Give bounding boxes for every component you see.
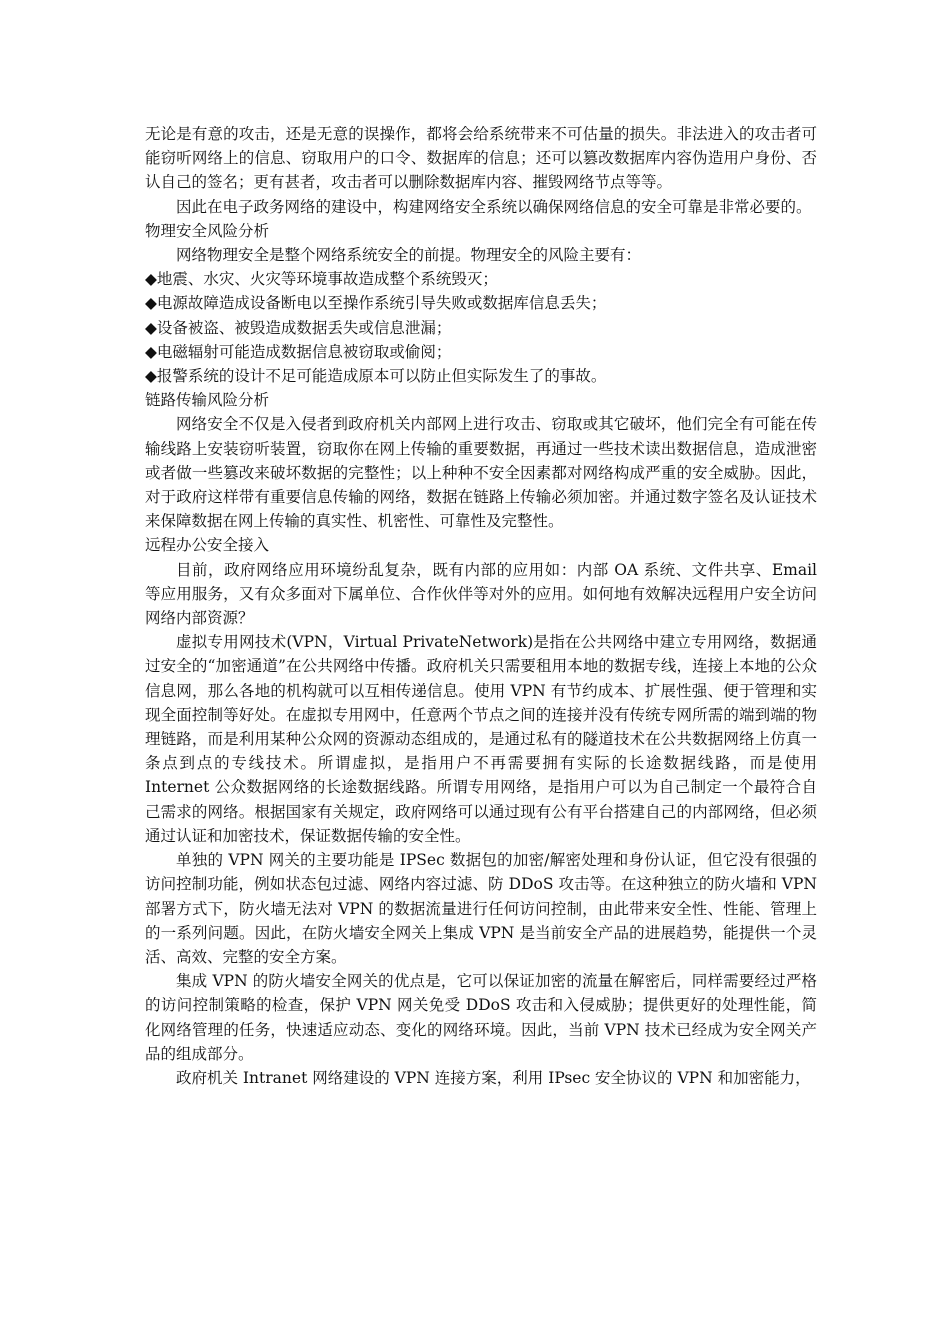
section-heading-remote-access: 远程办公安全接入 xyxy=(145,536,270,555)
paragraph-link-transmission: 网络安全不仅是入侵者到政府机关内部网上进行攻击、窃取或其它破坏，他们完全有可能在传输线路上安装窃听装置，窃取你在网上传输的重要数据，再通过一些技术读出数据信息，造成泄密或者做一些篡改来破坏数据的完整性；以上种种不安全因素都对网络构成严重的安全威胁。因此，对于政府这样带有重要信息传输的网络，数据在链路上传输必须加密。并通过数字签名及认证技术来保障数据在网上传输的真实性、机密性、可靠性及完整性。 xyxy=(145,415,817,531)
bullet-item-disaster: ◆地震、水灾、火灾等环境事故造成整个系统毁灭； xyxy=(145,270,498,289)
paragraph-vpn-definition: 虚拟专用网技术(VPN，Virtual PrivateNetwork)是指在公共网络中建立专用网络，数据通过安全的“加密通道”在公共网络中传播。政府机关只需要租用本地的数据专线，连接上本地的公众信息网，那么各地的机构就可以互相传递信息。使用 VPN 有节约成本、扩展性强、便于管理和实现全面控制等好处。在虚拟专用网中，任意两个节点之间的连接并没有传统专网所需的端到端的物理链路，而是利用某种公众网的资源动态组成的，是通过私有的隧道技术在公共数据网络上仿真一条点到点的专线技术。所谓虚拟，是指用户不再需要拥有实际的长途数据线路，而是使用 Internet 公众数据网络的长途数据线路。所谓专用网络，是指用户可以为自己制定一个最符合自己需求的网络。根据国家有关规定，政府网络可以通过现有公有平台搭建自己的内部网络，但必须通过认证和加密技术，保证数据传输的安全性。 xyxy=(145,633,817,845)
paragraph-physical-intro: 网络物理安全是整个网络系统安全的前提。物理安全的风险主要有： xyxy=(176,246,642,265)
section-heading-link-risk: 链路传输风险分析 xyxy=(145,391,270,410)
bullet-item-radiation: ◆电磁辐射可能造成数据信息被窃取或偷阅； xyxy=(145,342,452,361)
bullet-item-theft: ◆设备被盗、被毁造成数据丢失或信息泄漏； xyxy=(145,318,452,337)
paragraph-intranet-vpn: 政府机关 Intranet 网络建设的 VPN 连接方案，利用 IPsec 安全协议的 VPN 和加密能力， xyxy=(176,1068,811,1087)
bullet-item-power-failure: ◆电源故障造成设备断电以至操作系统引导失败或数据库信息丢失； xyxy=(145,294,607,313)
paragraph-attack-losses: 无论是有意的攻击，还是无意的误操作，都将会给系统带来不可估量的损失。非法进入的攻击者可能窃听网络上的信息、窃取用户的口令、数据库的信息；还可以篡改数据库内容伪造用户身份、否认自己的签名；更有甚者，攻击者可以删除数据库内容、摧毁网络节点等等。 xyxy=(145,125,817,192)
paragraph-remote-access: 目前，政府网络应用环境纷乱复杂，既有内部的应用如：内部 OA 系统、文件共享、Email 等应用服务，又有众多面对下属单位、合作伙伴等对外的应用。如何地有效解决远程用户安全访问网络内部资源？ xyxy=(145,560,817,628)
paragraph-integrated-firewall: 集成 VPN 的防火墙安全网关的优点是，它可以保证加密的流量在解密后，同样需要经过严格的访问控制策略的检查，保护 VPN 网关免受 DDoS 攻击和入侵威胁；提供更好的处理性能，简化网络管理的任务，快速适应动态、变化的网络环境。因此，当前 VPN 技术已经成为安全网关产品的组成部分。 xyxy=(145,972,817,1063)
paragraph-necessity: 因此在电子政务网络的建设中，构建网络安全系统以确保网络信息的安全可靠是非常必要的。 xyxy=(176,197,812,216)
paragraph-vpn-gateway: 单独的 VPN 网关的主要功能是 IPSec 数据包的加密/解密处理和身份认证，但它没有很强的访问控制功能，例如状态包过滤、网络内容过滤、防 DDoS 攻击等。在这种独立的防火墙和 VPN 部署方式下，防火墙无法对 VPN 的数据流量进行任何访问控制，由此带来安全性、性能、管理上的一系列问题。因此，在防火墙安全网关上集成 VPN 是当前安全产品的进展趋势，能提供一个灵活、高效、完整的安全方案。 xyxy=(145,851,817,966)
document-page xyxy=(145,122,817,1090)
section-heading-physical-risk: 物理安全风险分析 xyxy=(145,221,270,240)
bullet-item-alarm: ◆报警系统的设计不足可能造成原本可以防止但实际发生了的事故。 xyxy=(145,367,607,386)
